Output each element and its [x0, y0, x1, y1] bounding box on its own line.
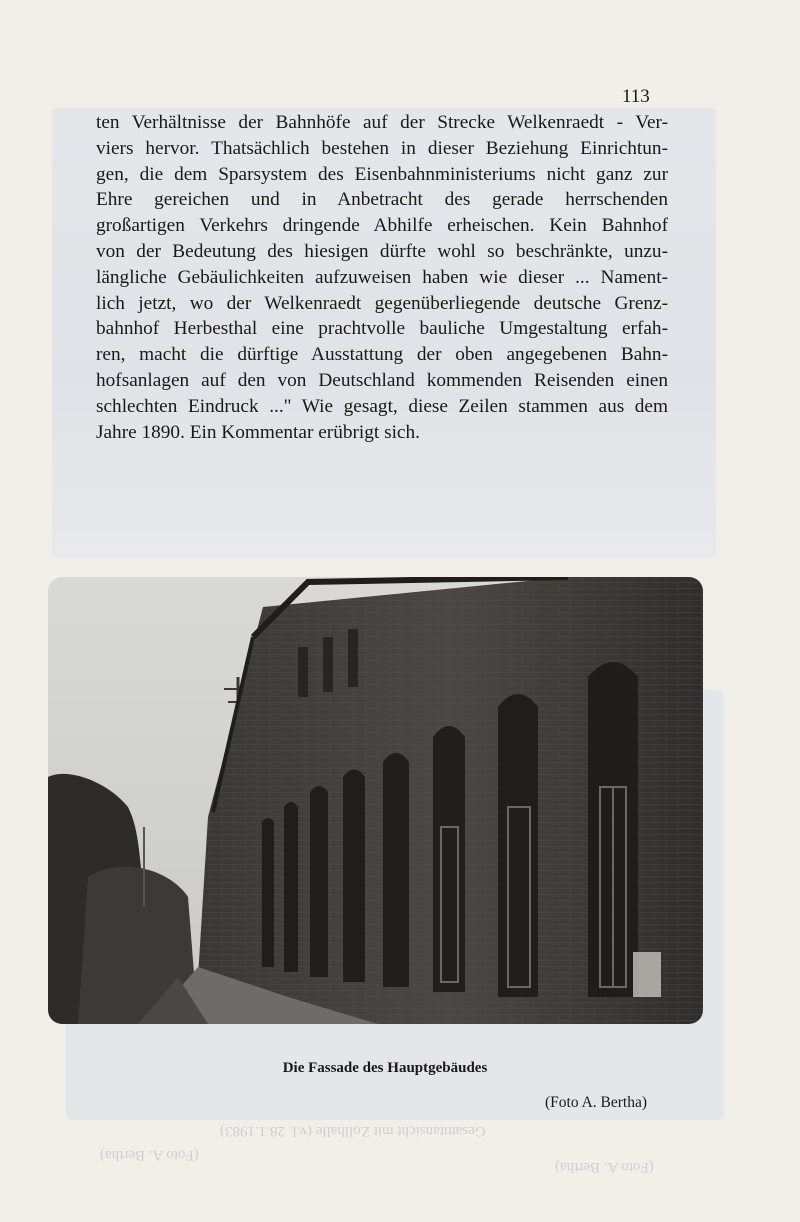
text-line: längliche Gebäulichkeiten aufzuweisen haben wie dieser ... Nament- [96, 266, 668, 288]
text-line: großartigen Verkehrs dringende Abhilfe erheischen. Kein Bahnhof [96, 215, 668, 237]
bleed-through-text: (Foto A. Bertha) [100, 1147, 199, 1163]
text-line: ten Verhältnisse der Bahnhöfe auf der Strecke Welkenraedt - Ver- [96, 112, 668, 133]
text-line: von der Bedeutung des hiesigen dürfte wohl so beschränkte, unzu- [96, 240, 668, 262]
station-facade-photo [48, 577, 703, 1024]
bleed-through-text: (Foto A. Bertha) [555, 1159, 654, 1175]
text-line: gen, die dem Sparsystem des Eisenbahnministeriums nicht ganz zur [96, 163, 668, 185]
body-paragraph [96, 110, 668, 445]
photo-caption: Die Fassade des Hauptgebäudes [282, 1060, 488, 1076]
text-line: lich jetzt, wo der Welkenraedt gegenüberliegende deutsche Grenz- [96, 292, 668, 314]
text-line: bahnhof Herbesthal eine prachtvolle bauliche Umgestaltung erfah- [96, 318, 668, 340]
text-line: ren, macht die dürftige Ausstattung der oben angegebenen Bahn- [96, 344, 668, 366]
text-line: Ehre gereichen und in Anbetracht des gerade herrschenden [96, 189, 668, 211]
bleed-through-text: Gesamtansicht mit Zollhalle (v.l. 28.1.1983) [220, 1123, 486, 1139]
text-line: Jahre 1890. Ein Kommentar erübrigt sich. [96, 421, 420, 443]
text-line: schlechten Eindruck ..." Wie gesagt, diese Zeilen stammen aus dem [96, 395, 668, 417]
page-number: 113 [622, 86, 650, 107]
photo-credit: (Foto A. Bertha) [545, 1094, 648, 1111]
text-line: viers hervor. Thatsächlich bestehen in dieser Beziehung Einrichtun- [96, 137, 668, 159]
text-line: hofsanlagen auf den von Deutschland kommenden Reisenden einen [96, 369, 668, 391]
